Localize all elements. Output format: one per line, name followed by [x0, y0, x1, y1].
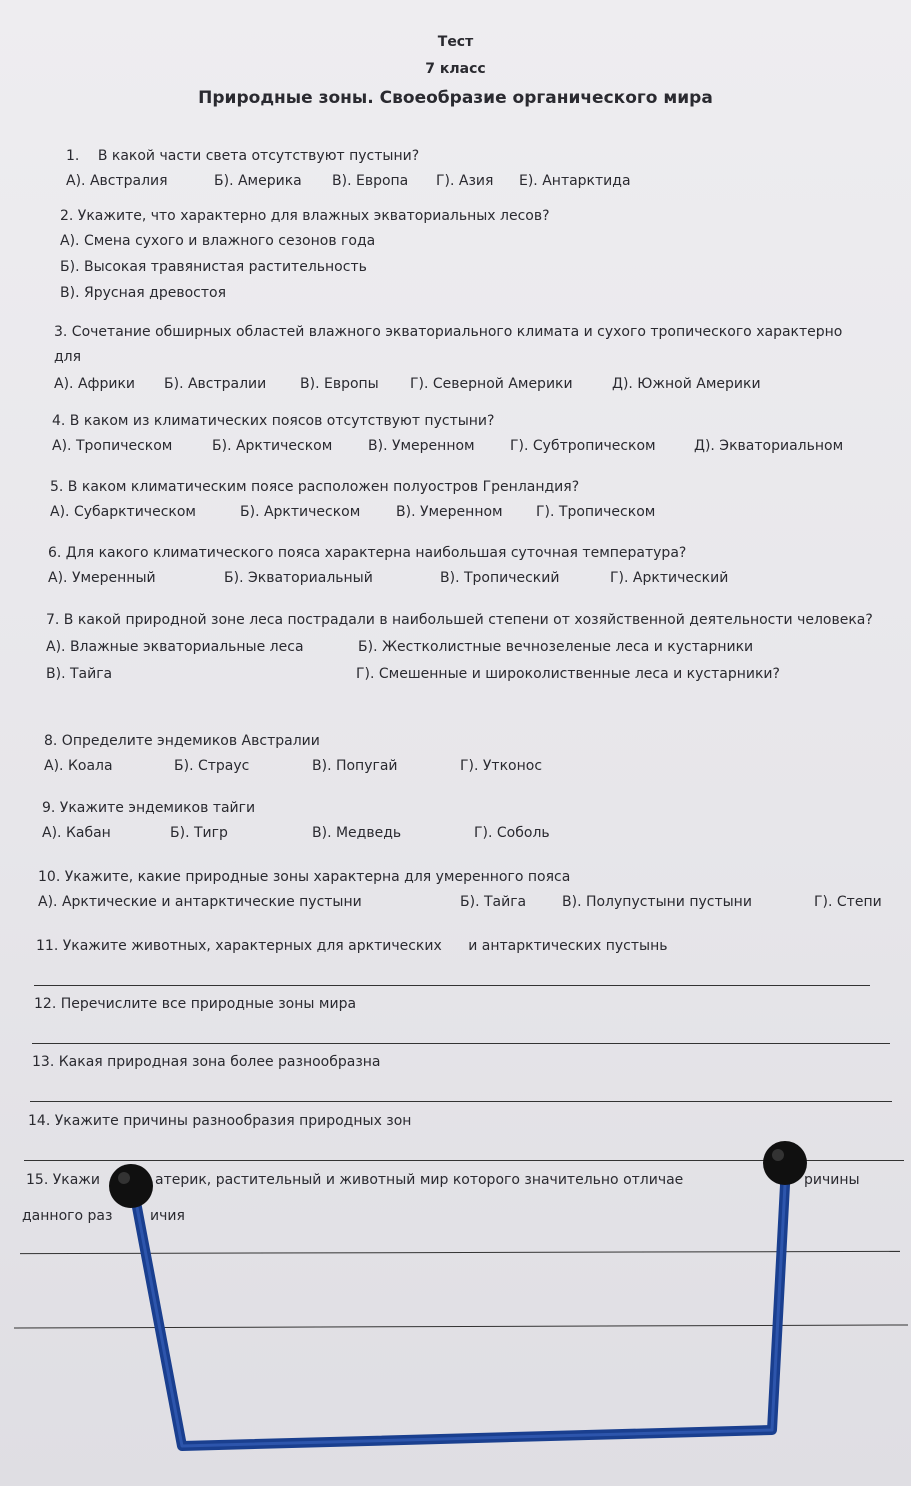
clip-knob-right-shine: [772, 1149, 784, 1161]
question-11-text: 11. Укажите животных, характерных для арктических: [36, 938, 442, 954]
option[interactable]: А). Африки: [54, 376, 136, 392]
question-5-text: 5. В каком климатическим поясе расположен полуостров Гренландия?: [50, 479, 580, 495]
question-15-text-d: данного раз: [22, 1208, 113, 1224]
question-15-text-a: 15. Укажи: [26, 1172, 100, 1188]
question-12-text: 12. Перечислите все природные зоны мира: [34, 996, 357, 1012]
option[interactable]: Б). Экваториальный: [224, 570, 373, 586]
question-4-text: 4. В каком из климатических поясов отсутствуют пустыни?: [52, 413, 495, 429]
question-1-number: 1.: [66, 148, 80, 164]
option[interactable]: Г). Субтропическом: [510, 438, 656, 454]
question-6-text: 6. Для какого климатического пояса характерна наибольшая суточная температура?: [48, 545, 687, 561]
option[interactable]: Д). Южной Америки: [612, 376, 761, 392]
option[interactable]: А). Коала: [44, 758, 113, 774]
header-grade: 7 класс: [425, 61, 486, 77]
option[interactable]: А). Умеренный: [48, 570, 156, 586]
option[interactable]: Г). Степи: [814, 894, 882, 910]
question-14-text: 14. Укажите причины разнообразия природных зон: [28, 1113, 412, 1129]
question-3-text: 3. Сочетание обширных областей влажного экваториального климата и сухого тропического характерно для: [54, 324, 843, 365]
option[interactable]: Б). Тайга: [460, 894, 527, 910]
option[interactable]: В). Медведь: [312, 825, 402, 841]
question-10-text: 10. Укажите, какие природные зоны характерна для умеренного пояса: [38, 869, 571, 885]
option[interactable]: Б). Высокая травянистая растительность: [60, 259, 367, 275]
question-13-text: 13. Какая природная зона более разнообразна: [32, 1054, 381, 1070]
option[interactable]: Г). Соболь: [474, 825, 550, 841]
option[interactable]: В). Попугай: [312, 758, 398, 774]
option[interactable]: В). Европа: [332, 173, 409, 189]
question-15-text-c: ричины: [804, 1172, 860, 1188]
option[interactable]: В). Ярусная древостоя: [60, 285, 227, 301]
page-title: Природные зоны. Своеобразие органического мира: [198, 88, 713, 108]
option[interactable]: В). Умеренном: [396, 504, 503, 520]
option[interactable]: Б). Америка: [214, 173, 302, 189]
option[interactable]: А). Смена сухого и влажного сезонов года: [60, 233, 376, 249]
clip-knob-left: [109, 1164, 153, 1208]
option[interactable]: Б). Арктическом: [212, 438, 333, 454]
question-7-text: 7. В какой природной зоне леса пострадали в наибольшей степени от хозяйственной деятельности человека?: [46, 612, 873, 628]
question-15-text-e: ичия: [150, 1208, 185, 1224]
question-15-text-b: атерик, растительный и животный мир которого значительно отличае: [155, 1172, 684, 1188]
option[interactable]: А). Кабан: [42, 825, 111, 841]
option[interactable]: А). Арктические и антарктические пустыни: [38, 894, 362, 910]
option[interactable]: Е). Антарктида: [519, 173, 631, 189]
option[interactable]: А). Субарктическом: [50, 504, 196, 520]
option[interactable]: Б). Жестколистные вечнозеленые леса и кустарники: [358, 639, 754, 655]
option[interactable]: В). Умеренном: [368, 438, 475, 454]
option[interactable]: В). Европы: [300, 376, 379, 392]
clip-knob-right: [763, 1141, 807, 1185]
option[interactable]: Б). Австралии: [164, 376, 267, 392]
option[interactable]: В). Полупустыни пустыни: [562, 894, 752, 910]
option[interactable]: А). Влажные экваториальные леса: [46, 639, 304, 655]
question-8-text: 8. Определите эндемиков Австралии: [44, 733, 320, 749]
option[interactable]: Б). Тигр: [170, 825, 228, 841]
clip-wire-highlight: [133, 1166, 786, 1446]
clip-wire: [133, 1166, 786, 1446]
option[interactable]: Б). Страус: [174, 758, 250, 774]
option[interactable]: Г). Азия: [436, 173, 494, 189]
option[interactable]: В). Тайга: [46, 666, 113, 682]
question-2-text: 2. Укажите, что характерно для влажных экваториальных лесов?: [60, 208, 550, 224]
question-11-text-cont: и антарктических пустынь: [468, 938, 668, 954]
option[interactable]: Г). Северной Америки: [410, 376, 573, 392]
option[interactable]: Г). Арктический: [610, 570, 729, 586]
option[interactable]: Г). Утконос: [460, 758, 543, 774]
header-test: Тест: [437, 34, 474, 50]
question-9-text: 9. Укажите эндемиков тайги: [42, 800, 256, 816]
option[interactable]: Б). Арктическом: [240, 504, 361, 520]
option[interactable]: В). Тропический: [440, 570, 560, 586]
option[interactable]: А). Тропическом: [52, 438, 173, 454]
option[interactable]: Г). Смешенные и широколиственные леса и кустарники?: [356, 666, 780, 682]
option[interactable]: Г). Тропическом: [536, 504, 656, 520]
clip-knob-left-shine: [118, 1172, 130, 1184]
option[interactable]: А). Австралия: [66, 173, 168, 189]
question-1-text: В какой части света отсутствуют пустыни?: [97, 148, 420, 164]
option[interactable]: Д). Экваториальном: [694, 438, 844, 454]
